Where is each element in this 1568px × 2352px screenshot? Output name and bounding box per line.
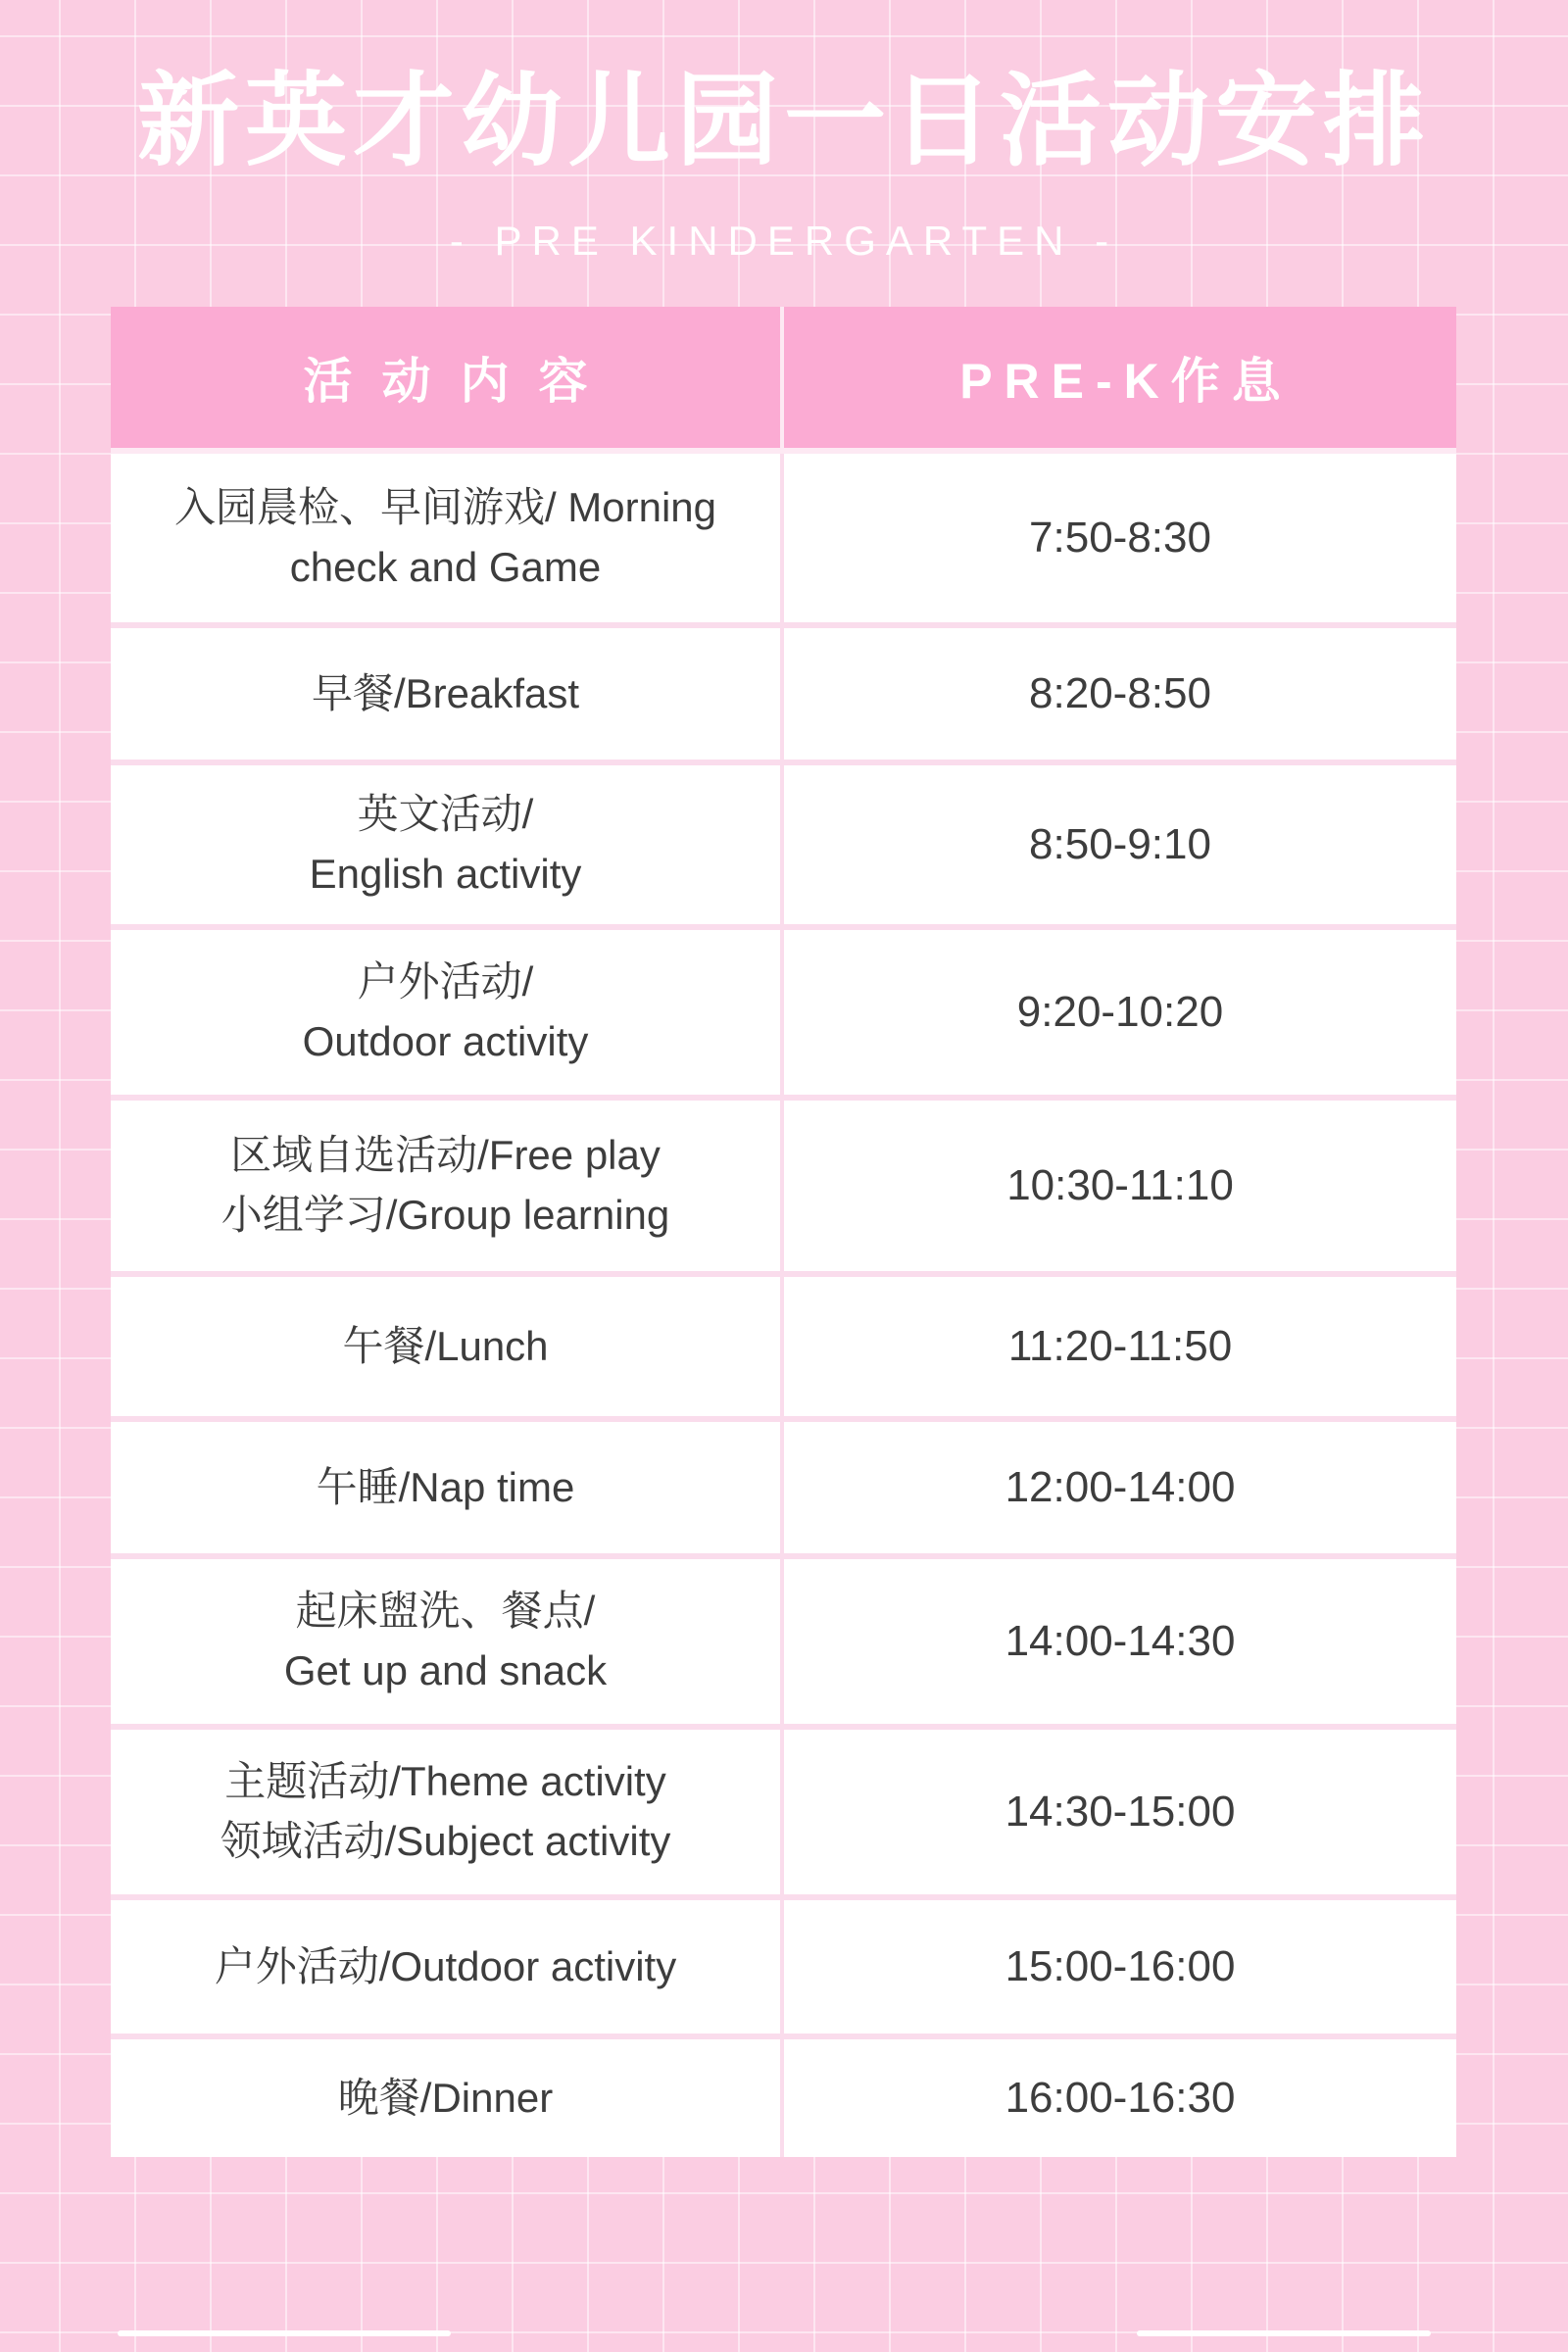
- time-cell: 8:50-9:10: [1029, 820, 1211, 869]
- schedule-table: [111, 307, 1456, 2157]
- time-cell: 14:30-15:00: [1004, 1788, 1236, 1837]
- activity-line: 早餐/Breakfast: [311, 669, 580, 716]
- activity-cell: [111, 930, 784, 1095]
- activity-cell: [111, 1559, 784, 1724]
- activity-line: 起床盥洗、餐点/: [295, 1588, 596, 1635]
- activity-cell: [111, 765, 784, 924]
- time-cell: 11:20-11:50: [1007, 1322, 1233, 1371]
- table-row-dinner: [111, 2034, 1456, 2157]
- activity-cell: [111, 1900, 784, 2034]
- activity-line: 午睡/Nap time: [316, 1463, 575, 1510]
- table-row-english-activity: [111, 760, 1456, 924]
- activity-line: 晚餐/Dinner: [337, 2074, 554, 2121]
- activity-line: Get up and snack: [283, 1647, 608, 1694]
- activity-cell: [111, 1730, 784, 1894]
- table-row-morning-check: [111, 454, 1456, 622]
- column-header-time: PRE-K作息: [959, 354, 1293, 410]
- activity-line: 英文活动/: [357, 791, 534, 838]
- activity-line: 小组学习/Group learning: [220, 1192, 670, 1239]
- time-cell: 9:20-10:20: [1016, 988, 1224, 1037]
- column-header-activity: 活动内容: [111, 307, 784, 448]
- time-cell: 16:00-16:30: [1004, 2074, 1236, 2123]
- activity-line: 午餐/Lunch: [342, 1322, 549, 1369]
- activity-line: 主题活动/Theme activity: [224, 1758, 666, 1805]
- table-row-outdoor-activity-am: [111, 924, 1456, 1095]
- activity-line: 区域自选活动/Free play: [230, 1132, 661, 1179]
- time-cell: 8:20-8:50: [1029, 669, 1211, 718]
- activity-line: English activity: [309, 851, 582, 898]
- table-row-get-up-snack: [111, 1553, 1456, 1724]
- table-header-row: [111, 307, 1456, 454]
- activity-line: 户外活动/: [357, 958, 534, 1005]
- activity-cell: [111, 1277, 784, 1416]
- table-row-outdoor-activity-pm: [111, 1894, 1456, 2034]
- time-cell: 15:00-16:00: [1004, 1942, 1236, 1991]
- footer-decor-line-left: [118, 2330, 451, 2336]
- time-cell: 12:00-14:00: [1004, 1463, 1236, 1512]
- activity-line: check and Game: [289, 544, 602, 591]
- table-row-lunch: [111, 1271, 1456, 1416]
- activity-cell: [111, 628, 784, 760]
- activity-line: 领域活动/Subject activity: [220, 1818, 671, 1865]
- table-row-nap-time: [111, 1416, 1456, 1553]
- activity-cell: [111, 2039, 784, 2157]
- footer-decor-line-right: [1137, 2330, 1431, 2336]
- page-title: 新英才幼儿园一日活动安排: [136, 65, 1431, 178]
- time-cell: 7:50-8:30: [1029, 514, 1211, 563]
- activity-line: 户外活动/Outdoor activity: [214, 1942, 677, 1989]
- activity-cell: [111, 454, 784, 622]
- page-subtitle: - PRE KINDERGARTEN -: [449, 218, 1119, 265]
- time-cell: 14:00-14:30: [1004, 1617, 1236, 1666]
- activity-line: Outdoor activity: [302, 1018, 589, 1065]
- time-cell: 10:30-11:10: [1006, 1161, 1234, 1210]
- activity-cell: [111, 1101, 784, 1271]
- table-row-theme-activity: [111, 1724, 1456, 1894]
- table-row-free-play: [111, 1095, 1456, 1271]
- table-row-breakfast: [111, 622, 1456, 760]
- activity-line: 入园晨检、早间游戏/ Morning: [173, 484, 717, 531]
- activity-cell: [111, 1422, 784, 1553]
